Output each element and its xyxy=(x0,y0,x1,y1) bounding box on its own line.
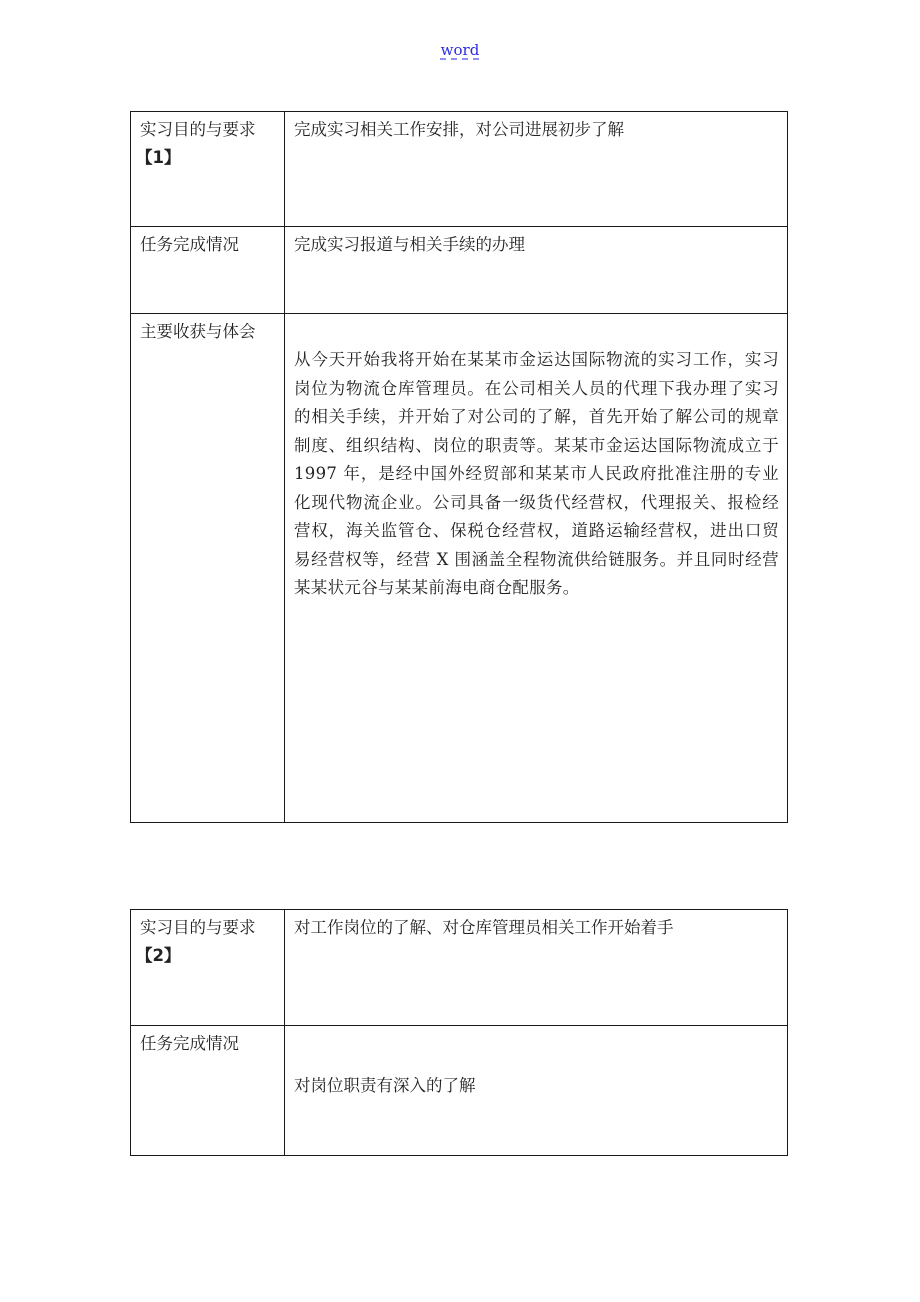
task-status-content-cell xyxy=(285,1026,788,1156)
objective-content: 对工作岗位的了解、对仓库管理员相关工作开始着手 xyxy=(294,918,674,937)
task-status-content: 完成实习报道与相关手续的办理 xyxy=(294,235,525,254)
header-word-link[interactable] xyxy=(0,41,920,59)
objective-label-cell xyxy=(131,112,285,227)
gains-content-cell xyxy=(285,314,788,823)
table-row-task-status xyxy=(131,227,788,314)
objective-label: 实习目的与要求 xyxy=(140,918,256,937)
table-row-task-status xyxy=(131,1026,788,1156)
task-status-label-cell xyxy=(131,227,285,314)
gains-label: 主要收获与体会 xyxy=(140,322,256,341)
table-row-gains xyxy=(131,314,788,823)
task-status-label-cell xyxy=(131,1026,285,1156)
internship-log-table-2 xyxy=(130,909,788,1156)
table-row-objective xyxy=(131,112,788,227)
objective-content: 完成实习相关工作安排，对公司进展初步了解 xyxy=(294,120,624,139)
task-status-label: 任务完成情况 xyxy=(140,235,239,254)
objective-content-cell xyxy=(285,910,788,1026)
table-row-objective xyxy=(131,910,788,1026)
word-link-text[interactable]: word xyxy=(440,41,480,59)
gains-label-cell xyxy=(131,314,285,823)
objective-number: 【1】 xyxy=(136,148,181,167)
objective-content-cell xyxy=(285,112,788,227)
objective-label-cell xyxy=(131,910,285,1026)
task-status-label: 任务完成情况 xyxy=(140,1034,239,1053)
task-status-content-cell xyxy=(285,227,788,314)
objective-number: 【2】 xyxy=(136,946,181,965)
task-status-content: 对岗位职责有深入的了解 xyxy=(294,1076,476,1095)
objective-label: 实习目的与要求 xyxy=(140,120,256,139)
gains-content: 从今天开始我将开始在某某市金运达国际物流的实习工作，实习岗位为物流仓库管理员。在公司相关人员的代理下我办理了实习的相关手续，并开始了对公司的了解，首先开始了解公司的规章制度、组织结构、岗位的职责等。某某市金运达国际物流成立于 1997 年，是经中国外经贸部和某某市人民政府批准注册的专业化现代物流企业。公司具备一级货代经营权，代理报关、报检经营权，海关监管仓、保税仓经营权，道路运输经营权，进出口贸易经营权等，经营 X 围涵盖全程物流供给链服务。并且同时经营某某状元谷与某某前海电商仓配服务。 xyxy=(294,350,779,597)
internship-log-table-1 xyxy=(130,111,788,823)
